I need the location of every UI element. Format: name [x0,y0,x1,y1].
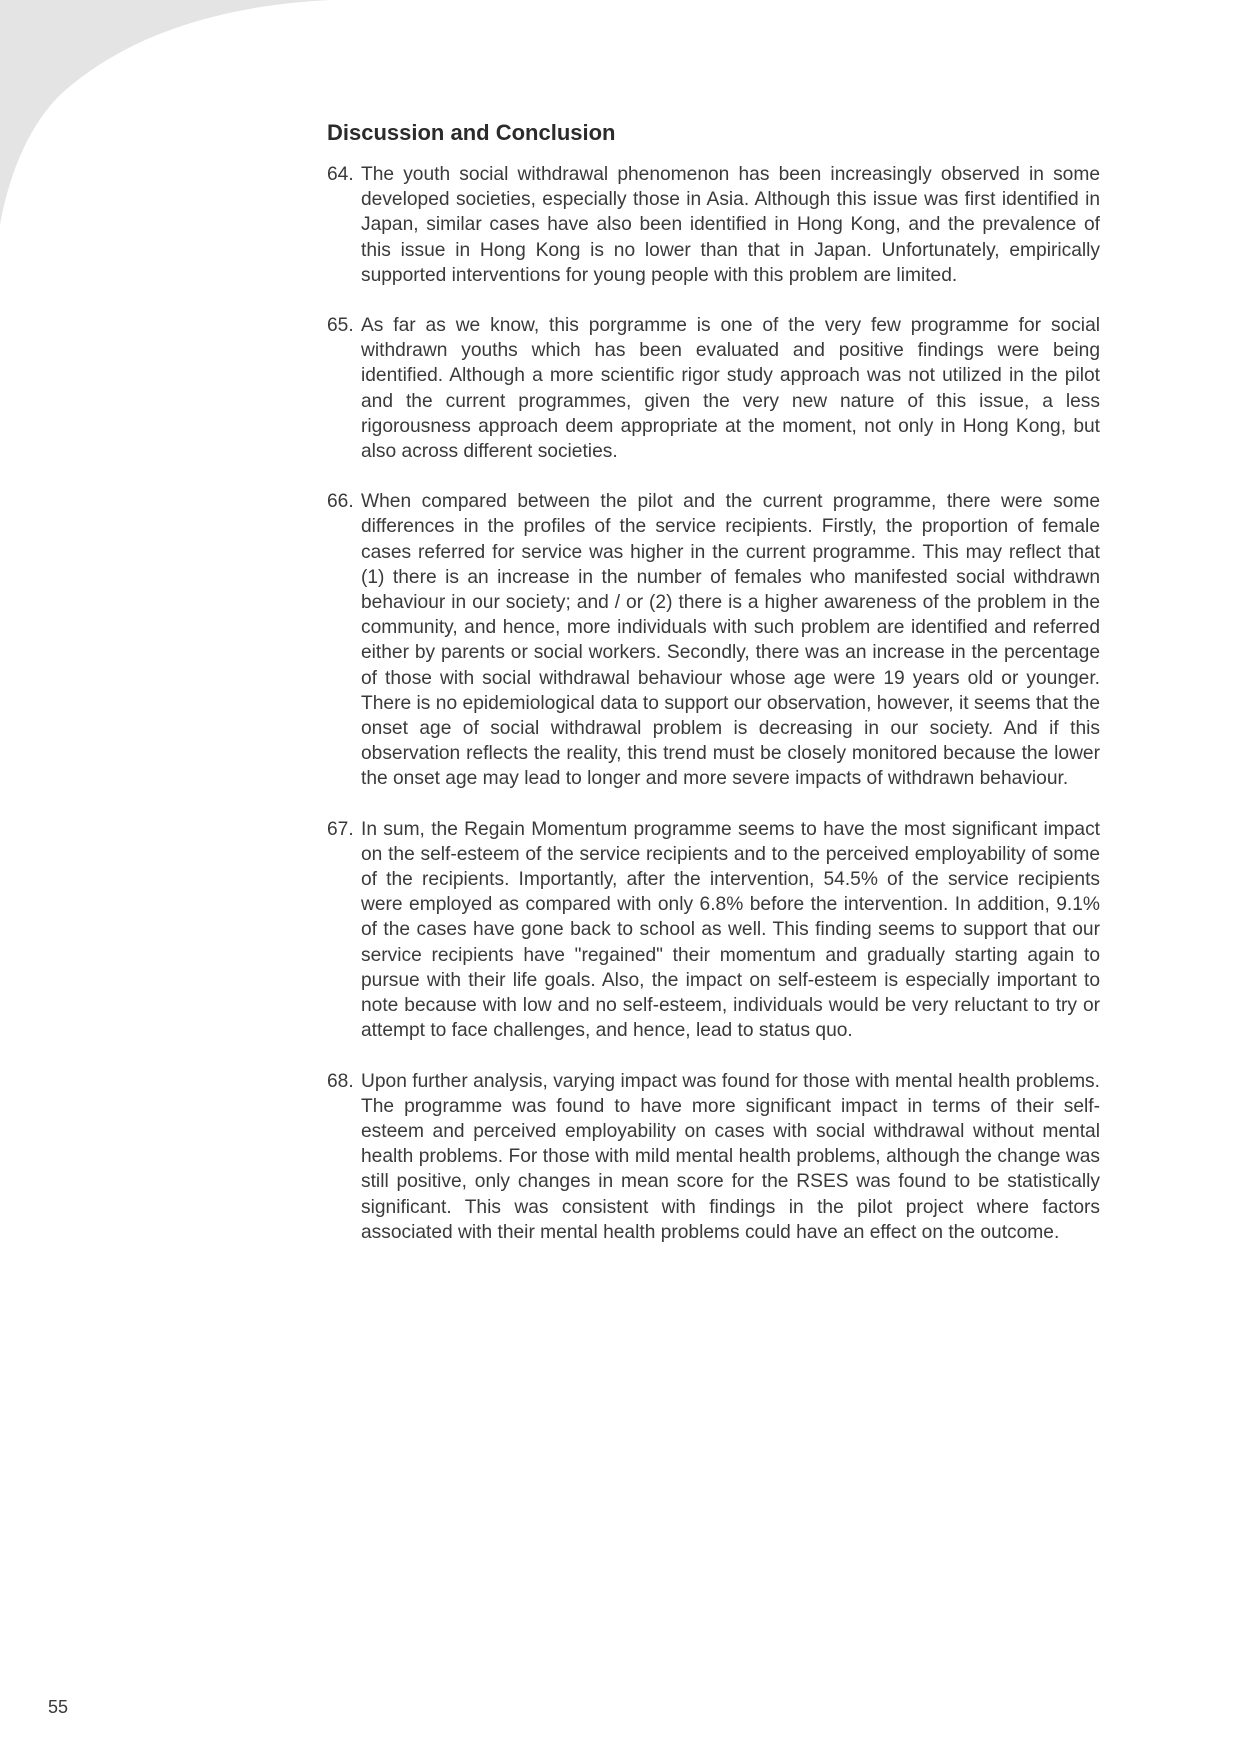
paragraph-number: 66. [327,491,354,513]
paragraph-text: The youth social withdrawal phenomenon has been increasingly observed in some developed societies, especially those in Asia. Although this issue was first identified in Japan, similar cases have also been identified in Hong Kong, and the prevalence of this issue in Hong Kong is no lower than that in Japan. Unfortunately, empirically supported interventions for young people with this problem are limited. [361,164,1100,286]
main-content [327,118,1100,1270]
paragraph-text: As far as we know, this porgramme is one of the very few programme for social withdrawn youths which has been evaluated and positive findings were being identified. Although a more scientific rigor study approach was not utilized in the pilot and the current programmes, given the very new nature of this issue, a less rigorousness approach deem appropriate at the moment, not only in Hong Kong, but also across different societies. [361,315,1100,463]
paragraph-64 [327,162,1100,288]
paragraph-text: When compared between the pilot and the current programme, there were some differences in the profiles of the service recipients. Firstly, the proportion of female cases referred for service was higher in the current programme. This may reflect that (1) there is an increase in the number of females who manifested social withdrawn behaviour in our society; and / or (2) there is a higher awareness of the problem in the community, and hence, more individuals with such problem are identified and referred either by parents or social workers. Secondly, there was an increase in the percentage of those with social withdrawal behaviour whose age were 19 years old or younger. There is no epidemiological data to support our observation, however, it seems that the onset age of social withdrawal problem is decreasing in our society. And if this observation reflects the reality, this trend must be closely monitored because the lower the onset age may lead to longer and more severe impacts of withdrawn behaviour. [361,491,1100,790]
paragraph-67 [327,817,1100,1044]
paragraph-68 [327,1069,1100,1245]
paragraph-number: 67. [327,818,354,840]
page-number: 55 [48,1697,69,1717]
corner-swoosh-decoration [0,0,330,240]
paragraph-text: In sum, the Regain Momentum programme seems to have the most significant impact on the self-esteem of the service recipients and to the perceived employability of some of the recipients. Importantly, after the intervention, 54.5% of the service recipients were employed as compared with only 6.8% before the intervention. In addition, 9.1% of the cases have gone back to school as well. This finding seems to support that our service recipients have "regained" their momentum and gradually starting again to pursue with their life goals. Also, the impact on self-esteem is especially important to note because with low and no self-esteem, individuals would be very reluctant to try or attempt to face challenges, and hence, lead to status quo. [361,818,1100,1042]
paragraph-number: 68. [327,1070,354,1092]
paragraph-number: 65. [327,315,354,337]
paragraph-number: 64. [327,164,354,185]
section-title: Discussion and Conclusion [327,120,616,145]
paragraph-65 [327,313,1100,464]
paragraph-66 [327,489,1100,791]
paragraph-text: Upon further analysis, varying impact was found for those with mental health problems. The programme was found to have more significant impact in terms of their self-esteem and perceived employability on cases with social withdrawal without mental health problems. For those with mild mental health problems, although the change was still positive, only changes in mean score for the RSES was found to be statistically significant. This was consistent with findings in the pilot project where factors associated with their mental health problems could have an effect on the outcome. [361,1070,1100,1243]
